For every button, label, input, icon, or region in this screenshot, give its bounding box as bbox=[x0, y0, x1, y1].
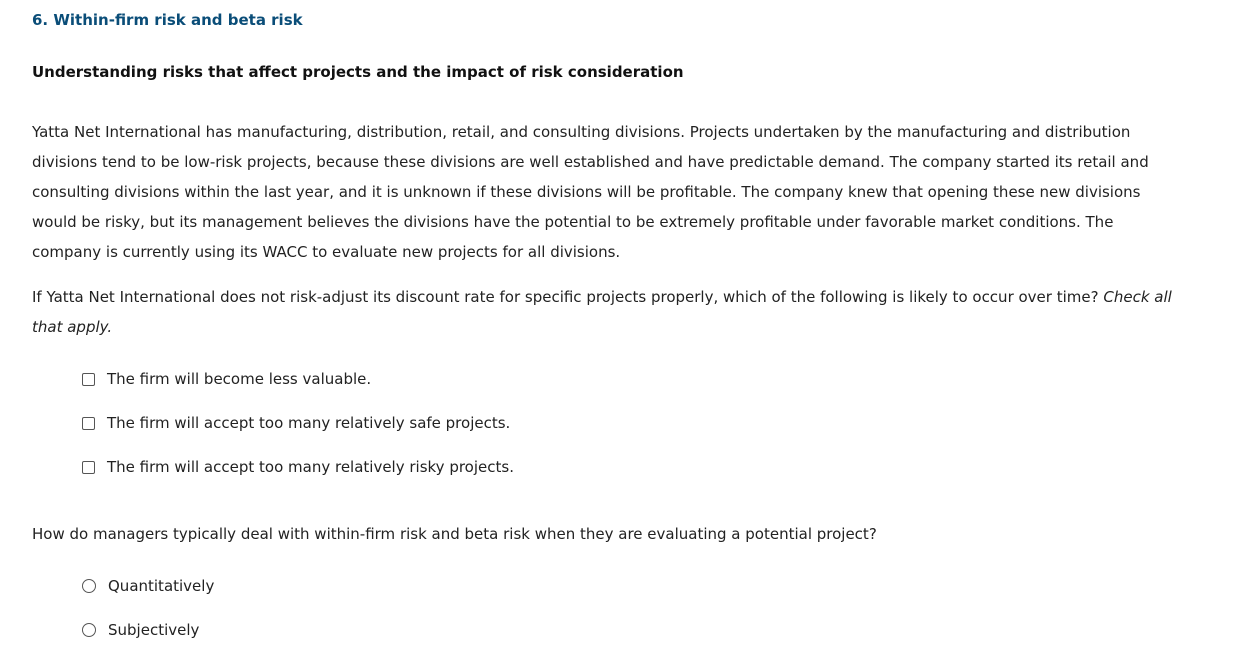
radio-option-subjectively[interactable] bbox=[82, 619, 199, 641]
checkbox-option-less-valuable[interactable] bbox=[82, 368, 371, 390]
option-label: Quantitatively bbox=[108, 577, 215, 595]
part1-prompt-text: If Yatta Net International does not risk-adjust its discount rate for specific projects properly, which of the following is likely to occur over time? bbox=[32, 288, 1099, 306]
radio-icon[interactable] bbox=[82, 623, 96, 637]
section-heading: Understanding risks that affect projects and the impact of risk consideration bbox=[32, 63, 684, 81]
question-title: 6. Within-firm risk and beta risk bbox=[32, 11, 303, 29]
radio-icon[interactable] bbox=[82, 579, 96, 593]
checkbox-icon[interactable] bbox=[82, 373, 95, 386]
checkbox-icon[interactable] bbox=[82, 461, 95, 474]
part1-prompt bbox=[32, 282, 1182, 342]
checkbox-option-too-many-safe[interactable] bbox=[82, 412, 510, 434]
part2-prompt: How do managers typically deal with within-firm risk and beta risk when they are evaluating a potential project? bbox=[32, 525, 877, 543]
option-label: The firm will accept too many relatively risky projects. bbox=[107, 458, 514, 476]
option-label: The firm will accept too many relatively safe projects. bbox=[107, 414, 511, 432]
checkbox-option-too-many-risky[interactable] bbox=[82, 456, 514, 478]
radio-option-quantitatively[interactable] bbox=[82, 575, 214, 597]
option-label: Subjectively bbox=[108, 621, 200, 639]
part1-instruction: Check all that apply. bbox=[32, 288, 1172, 336]
checkbox-icon[interactable] bbox=[82, 417, 95, 430]
scenario-paragraph: Yatta Net International has manufacturing, distribution, retail, and consulting divisions. Projects undertaken by the manufacturing and distribution divisions tend to be low-risk projects, because these divisions are well established and have predictable demand. The company started its retail and consulting divisions within the last year, and it is unknown if these divisions will be profitable. The company knew that opening these new divisions would be risky, but its management believes the divisions have the potential to be extremely profitable under favorable market conditions. The company is currently using its WACC to evaluate new projects for all divisions. bbox=[32, 123, 1149, 261]
option-label: The firm will become less valuable. bbox=[107, 370, 372, 388]
